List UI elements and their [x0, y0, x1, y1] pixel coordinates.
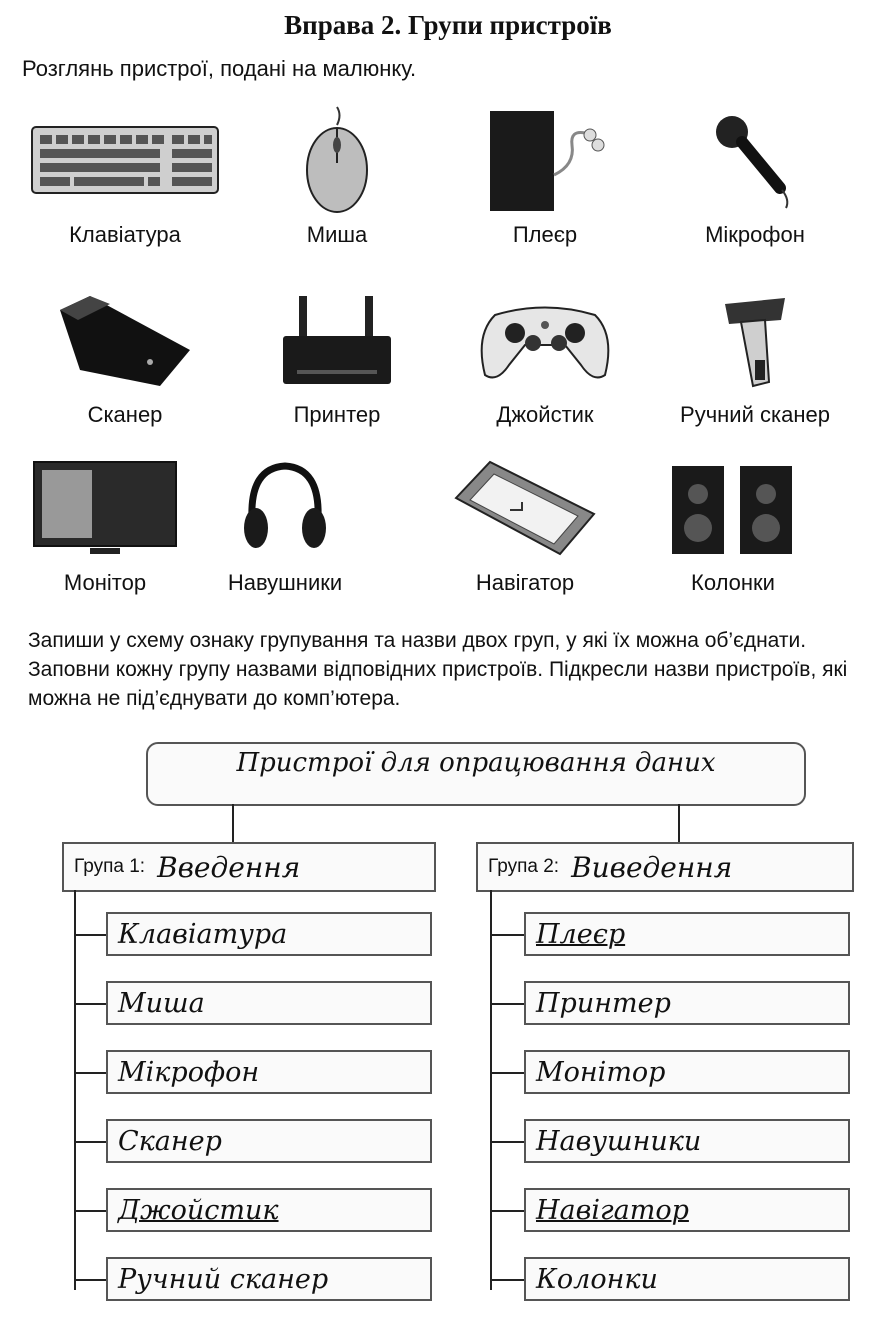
device-label: Миша	[306, 222, 368, 247]
page-title: Вправа 2. Групи пристроїв	[284, 10, 612, 40]
device-label: Монітор	[63, 570, 147, 595]
group1-name: Введення	[157, 850, 301, 884]
branch-line	[490, 1141, 524, 1143]
item-text-underlined: Джойстик	[118, 1194, 279, 1226]
device-label: Мікрофон	[705, 222, 805, 247]
device-label: Навігатор	[475, 570, 575, 595]
item-text: Миша	[118, 987, 205, 1019]
group2-item[interactable]	[524, 1050, 850, 1094]
branch-line	[490, 1210, 524, 1212]
item-text: Принтер	[536, 987, 671, 1019]
navigator-icon	[420, 448, 630, 568]
group1-item[interactable]	[106, 912, 432, 956]
device-mouse	[232, 100, 442, 248]
scheme-root-box[interactable]	[146, 742, 806, 806]
group1-item[interactable]	[106, 981, 432, 1025]
branch-line	[490, 1279, 524, 1281]
monitor-icon	[0, 448, 210, 568]
branch-line	[74, 1003, 106, 1005]
device-label: Сканер	[87, 402, 163, 427]
group2-item[interactable]	[524, 1257, 850, 1301]
item-text: Мікрофон	[118, 1056, 260, 1088]
device-label: Принтер	[293, 402, 381, 427]
group2-name: Виведення	[571, 850, 733, 884]
item-text: Клавіатура	[118, 918, 288, 950]
device-monitor	[0, 448, 210, 596]
printer-icon	[232, 280, 442, 400]
group2-tree-line	[490, 890, 492, 1290]
joystick-icon	[440, 280, 650, 400]
item-text: Ручний сканер	[118, 1263, 329, 1295]
group2-header[interactable]	[476, 842, 854, 892]
branch-line	[74, 1072, 106, 1074]
task-text: Запиши у схему ознаку групування та назви двох груп, у які їх можна об’єднати. Заповни кожну групу назвами відповідних пристроїв. Підкресли назви пристроїв, які можна не під’єднувати до комп’ютера.	[28, 629, 848, 710]
branch-line	[490, 934, 524, 936]
microphone-icon	[650, 100, 860, 220]
group1-item[interactable]	[106, 1188, 432, 1232]
branch-line	[74, 1279, 106, 1281]
item-text-underlined: Навігатор	[536, 1194, 689, 1226]
device-label: Клавіатура	[69, 222, 181, 247]
hand-scanner-icon	[650, 280, 860, 400]
device-label: Навушники	[227, 570, 343, 595]
device-navigator	[420, 448, 630, 596]
group1-item[interactable]	[106, 1050, 432, 1094]
intro-text: Розглянь пристрої, подані на малюнку.	[22, 56, 417, 81]
device-printer	[232, 280, 442, 428]
group1-item[interactable]	[106, 1257, 432, 1301]
group1-header[interactable]	[62, 842, 436, 892]
device-label: Плеєр	[512, 222, 578, 247]
group2-item[interactable]	[524, 912, 850, 956]
branch-line	[490, 1003, 524, 1005]
device-keyboard	[20, 100, 230, 248]
branch-line	[74, 1141, 106, 1143]
group2-prefix: Група 2:	[488, 856, 560, 877]
scheme-root-text: Пристрої для опрацювання даних	[236, 748, 716, 778]
device-label: Джойстик	[496, 402, 594, 427]
branch-line	[74, 934, 106, 936]
device-label: Ручний сканер	[680, 402, 830, 427]
branch-line	[74, 1210, 106, 1212]
branch-line	[490, 1072, 524, 1074]
group2-item[interactable]	[524, 1188, 850, 1232]
device-speakers	[628, 448, 838, 596]
mouse-icon	[232, 100, 442, 220]
device-microphone	[650, 100, 860, 248]
connector-line	[232, 804, 234, 842]
device-label: Колонки	[691, 570, 775, 595]
connector-line	[678, 804, 680, 842]
group2-item[interactable]	[524, 1119, 850, 1163]
group1-prefix: Група 1:	[74, 856, 146, 877]
device-scanner	[20, 280, 230, 428]
keyboard-icon	[20, 100, 230, 220]
item-text: Монітор	[536, 1056, 666, 1088]
item-text: Навушники	[536, 1125, 702, 1157]
group1-item[interactable]	[106, 1119, 432, 1163]
group2-item[interactable]	[524, 981, 850, 1025]
player-icon	[440, 100, 650, 220]
item-text: Сканер	[118, 1125, 222, 1157]
device-headphones	[180, 448, 390, 596]
device-player	[440, 100, 650, 248]
headphones-icon	[180, 448, 390, 568]
group1-tree-line	[74, 890, 76, 1290]
item-text-underlined: Плеєр	[536, 918, 626, 950]
device-joystick	[440, 280, 650, 428]
scanner-icon	[20, 280, 230, 400]
device-hand-scanner	[650, 280, 860, 428]
item-text: Колонки	[536, 1263, 658, 1295]
speakers-icon	[628, 448, 838, 568]
